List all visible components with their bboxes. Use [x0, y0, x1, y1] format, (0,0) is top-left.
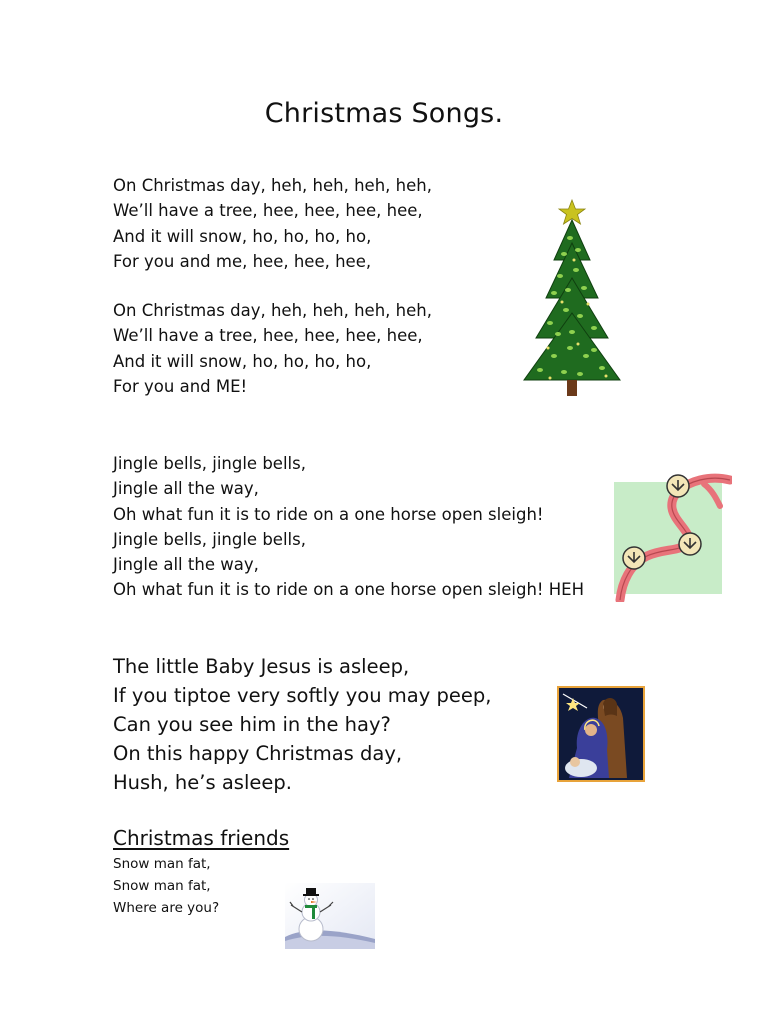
song3-lyrics — [113, 652, 491, 797]
song1-verse2 — [113, 298, 432, 399]
lyric-line: Snow man fat, — [113, 856, 211, 872]
lyric-line: On Christmas day, heh, heh, heh, heh, — [113, 176, 432, 195]
lyric-line: Hush, he’s asleep. — [113, 771, 292, 794]
bell-icon — [667, 475, 689, 497]
lyric-line: Jingle all the way, — [113, 555, 259, 575]
song2-lyrics — [113, 451, 584, 603]
lyric-line: If you tiptoe very softly you may peep, — [113, 684, 492, 707]
lyric-line: For you and me, hee, hee, hee, — [113, 251, 372, 271]
lyric-line: We’ll have a tree, hee, hee, hee, hee, — [113, 201, 423, 221]
lyric-line: Can you see him in the hay? — [113, 713, 391, 736]
lyric-line: Snow man fat, — [113, 878, 211, 894]
lyric-line: And it will snow, ho, ho, ho, ho, — [113, 226, 372, 246]
lyric-line: For you and ME! — [113, 376, 248, 396]
song4-lyrics — [113, 853, 219, 919]
jingle-bells-image — [612, 472, 732, 602]
bell-icon — [679, 533, 701, 555]
lyric-line: Oh what fun it is to ride on a one horse open sleigh! HEH — [113, 580, 585, 600]
section-heading: Christmas friends — [113, 826, 290, 850]
lyric-line: The little Baby Jesus is asleep, — [113, 655, 410, 678]
lyric-line: Jingle bells, jingle bells, — [113, 529, 306, 549]
lyric-line: On Christmas day, heh, heh, heh, heh, — [113, 301, 432, 320]
nativity-image — [557, 686, 645, 782]
song1-verse1 — [113, 173, 432, 274]
lyric-line: Oh what fun it is to ride on a one horse open sleigh! — [113, 504, 544, 524]
lyric-line: Where are you? — [113, 900, 220, 916]
lyric-line: We’ll have a tree, hee, hee, hee, hee, — [113, 326, 423, 346]
bell-icon — [623, 547, 645, 569]
lyric-line: Jingle bells, jingle bells, — [113, 454, 306, 473]
snowman-image — [285, 883, 375, 949]
page-title: Christmas Songs. — [264, 98, 504, 129]
christmas-tree-image — [520, 198, 624, 398]
lyric-line: And it will snow, ho, ho, ho, ho, — [113, 351, 372, 371]
lyric-line: Jingle all the way, — [113, 479, 259, 499]
lyric-line: On this happy Christmas day, — [113, 742, 403, 765]
